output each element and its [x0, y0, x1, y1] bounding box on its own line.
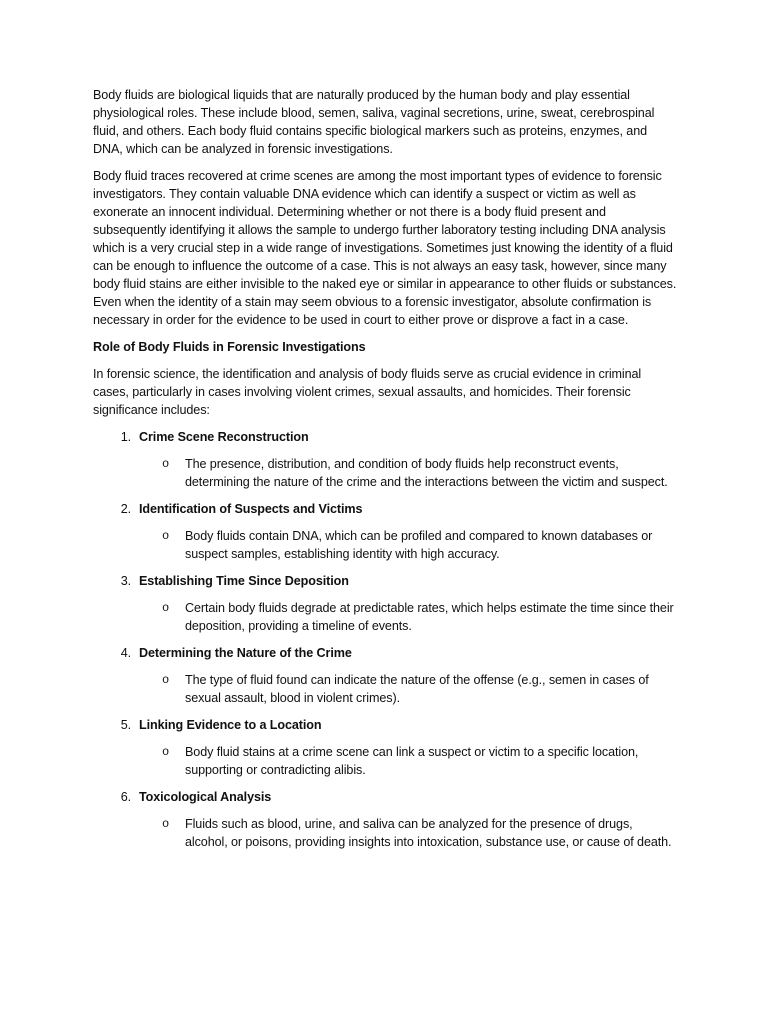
item-detail: Certain body fluids degrade at predictable rates, which helps estimate the time since their deposition, providing a timeline of events. — [185, 601, 674, 633]
list-item — [93, 500, 677, 563]
list-item — [93, 716, 677, 779]
intro-paragraph-1: Body fluids are biological liquids that are naturally produced by the human body and play essential physiological roles. These include blood, semen, saliva, vaginal secretions, urine, sweat, cerebrospinal fluid, and others. Each body fluid contains specific biological markers such as proteins, enzymes, and DNA, which can be analyzed in forensic investigations. — [93, 88, 655, 156]
item-detail: Body fluid stains at a crime scene can link a suspect or victim to a specific location, supporting or contradicting alibis. — [185, 745, 639, 777]
item-number: 2. — [120, 502, 131, 516]
item-number: 3. — [120, 574, 131, 588]
item-detail: The presence, distribution, and condition of body fluids help reconstruct events, determining the nature of the crime and the interactions between the victim and suspect. — [185, 457, 668, 489]
item-title: Toxicological Analysis — [139, 790, 272, 804]
bullet-icon: o — [162, 817, 170, 831]
item-number: 5. — [120, 718, 131, 732]
item-detail: Fluids such as blood, urine, and saliva can be analyzed for the presence of drugs, alcohol, or poisons, providing insights into intoxication, substance use, or cause of death. — [185, 817, 672, 849]
list-item — [93, 428, 677, 491]
bullet-icon: o — [162, 529, 170, 543]
item-detail: The type of fluid found can indicate the nature of the offense (e.g., semen in cases of sexual assault, blood in violent crimes). — [185, 673, 649, 705]
section-heading: Role of Body Fluids in Forensic Investigations — [93, 340, 366, 354]
item-title: Establishing Time Since Deposition — [139, 574, 349, 588]
bullet-icon: o — [162, 601, 170, 615]
item-title: Identification of Suspects and Victims — [139, 502, 363, 516]
significance-list — [93, 428, 677, 851]
bullet-icon: o — [162, 745, 170, 759]
item-title: Determining the Nature of the Crime — [139, 646, 352, 660]
item-title: Linking Evidence to a Location — [139, 718, 322, 732]
list-item — [93, 572, 677, 635]
intro-paragraph-2: Body fluid traces recovered at crime scenes are among the most important types of evidence to forensic investigators. They contain valuable DNA evidence which can identify a suspect or victim as well as exonerate an innocent individual. Determining whether or not there is a body fluid present and subsequently identifying it allows the sample to undergo further laboratory testing including DNA analysis which is a very crucial step in a wide range of investigations. Sometimes just knowing the identity of a fluid can be enough to influence the outcome of a case. This is not always an easy task, however, since many body fluid stains are either invisible to the naked eye or similar in appearance to other fluids or substances. Even when the identity of a stain may seem obvious to a forensic investigator, absolute confirmation is necessary in order for the evidence to be used in court to either prove or disprove a fact in a case. — [93, 169, 677, 327]
section-intro: In forensic science, the identification and analysis of body fluids serve as crucial evidence in criminal cases, particularly in cases involving violent crimes, sexual assaults, and homicides. Their forensic significance includes: — [93, 367, 642, 417]
item-number: 6. — [120, 790, 131, 804]
item-detail: Body fluids contain DNA, which can be profiled and compared to known databases or suspect samples, establishing identity with high accuracy. — [185, 529, 653, 561]
item-number: 4. — [120, 646, 131, 660]
item-title: Crime Scene Reconstruction — [139, 430, 309, 444]
bullet-icon: o — [162, 457, 170, 471]
item-number: 1. — [120, 430, 131, 444]
list-item — [93, 788, 677, 851]
list-item — [93, 644, 677, 707]
document-page — [93, 86, 677, 860]
bullet-icon: o — [162, 673, 170, 687]
